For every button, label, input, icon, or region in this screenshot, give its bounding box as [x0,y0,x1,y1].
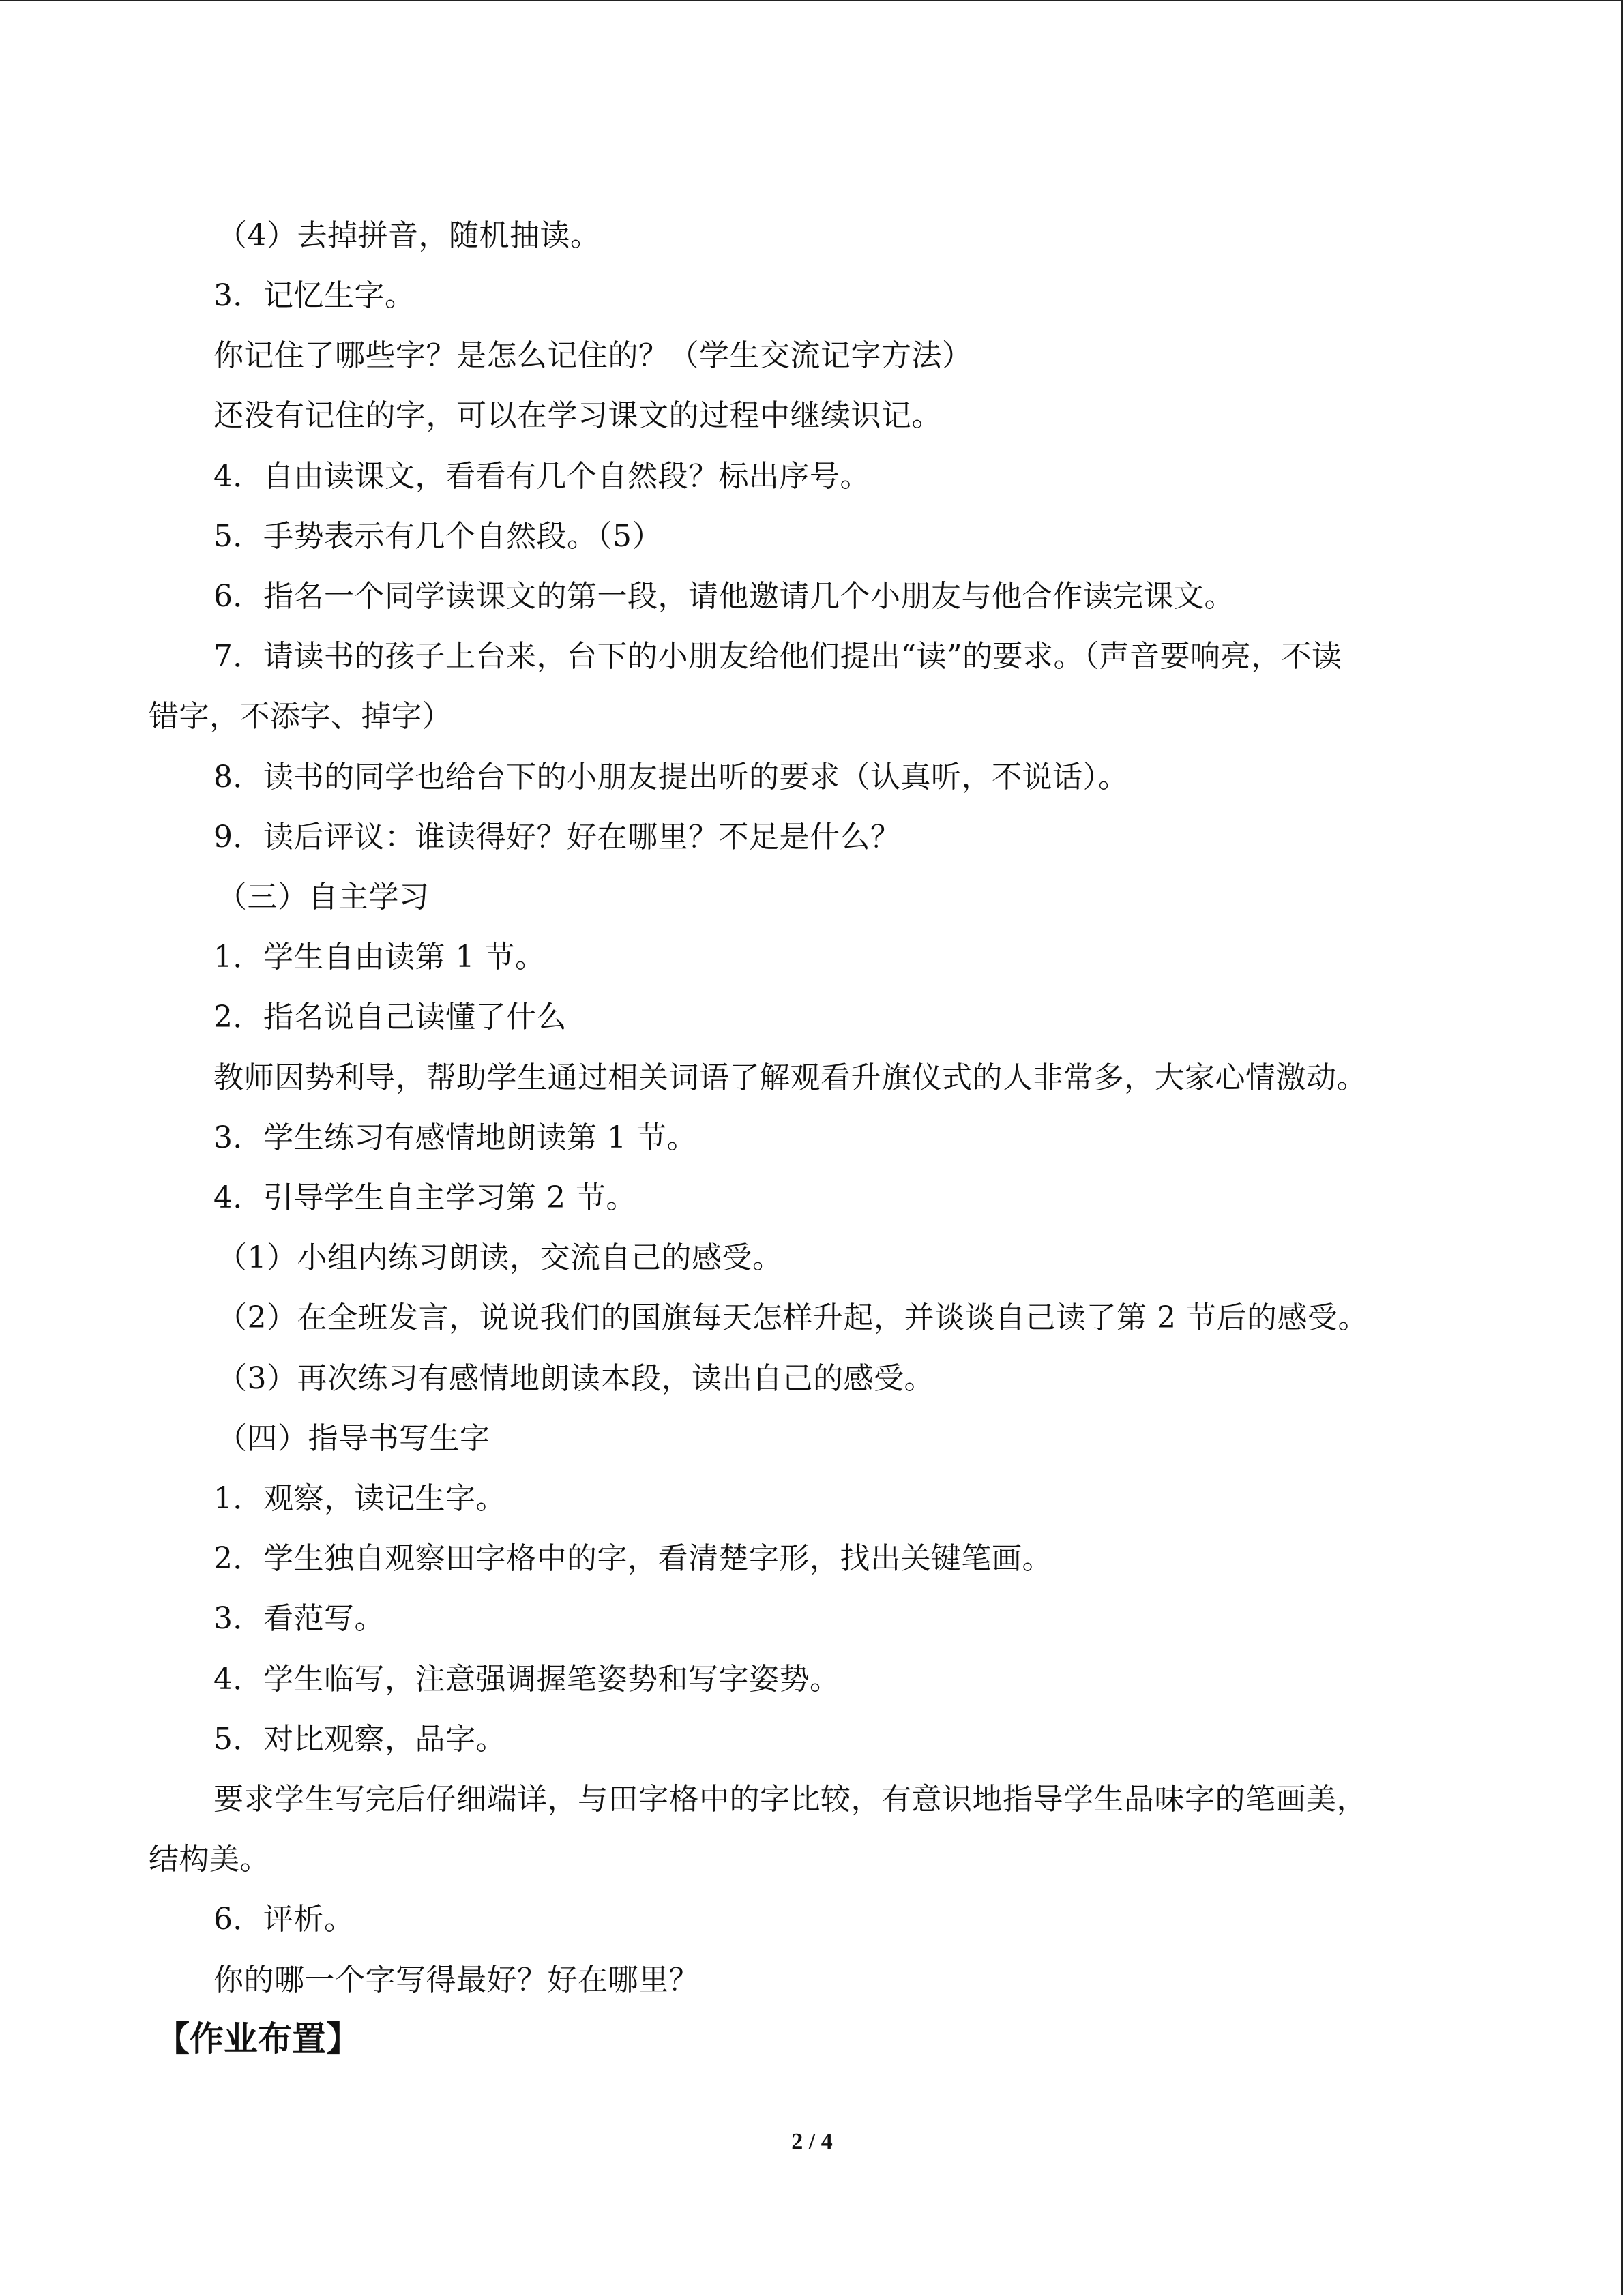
text-line: 3．记忆生字。 [213,278,415,313]
text-line: 3．学生练习有感情地朗读第 1 节。 [213,1120,697,1155]
text-line: 5．对比观察，品字。 [213,1722,506,1757]
text-line: 4．学生临写，注意强调握笔姿势和写字姿势。 [213,1662,840,1697]
text-line: 你的哪一个字写得最好？好在哪里？ [213,1963,699,1997]
text-line: 你记住了哪些字？是怎么记住的？（学生交流记字方法） [213,338,973,373]
subheading-line: （四）指导书写生字 [217,1421,490,1456]
text-line: 1．学生自由读第 1 节。 [213,940,546,974]
page-number: 2 / 4 [791,2129,833,2154]
text-line: 4．自由读课文，看看有几个自然段？标出序号。 [213,459,870,494]
text-line: 5．手势表示有几个自然段。（5） [213,519,662,554]
text-line: （4）去掉拼音，随机抽读。 [217,218,601,253]
text-line: 7．请读书的孩子上台来，台下的小朋友给他们提出“读”的要求。（声音要响亮，不读 [213,639,1342,674]
text-line: 2．指名说自己读懂了什么 [213,1000,567,1034]
text-line: 4．引导学生自主学习第 2 节。 [213,1180,636,1215]
text-line: 错字，不添字、掉字） [149,699,452,734]
text-line: 6．指名一个同学读课文的第一段，请他邀请几个小朋友与他合作读完课文。 [213,579,1235,614]
text-line: 要求学生写完后仔细端详，与田字格中的字比较，有意识地指导学生品味字的笔画美， [213,1782,1367,1817]
text-line: 3．看范写。 [213,1601,385,1636]
text-line: 教师因势利导，帮助学生通过相关词语了解观看升旗仪式的人非常多，大家心情激动。 [213,1060,1367,1095]
text-line: （2）在全班发言，说说我们的国旗每天怎样升起，并谈谈自己读了第 2 节后的感受。 [217,1300,1368,1335]
section-heading: 【作业布置】 [156,2019,360,2059]
text-line: 1．观察，读记生字。 [213,1481,506,1516]
text-line: （1）小组内练习朗读，交流自己的感受。 [217,1240,783,1275]
text-line: 还没有记住的字，可以在学习课文的过程中继续识记。 [213,398,942,433]
subheading-line: （三）自主学习 [217,880,430,914]
text-line: 6．评析。 [213,1902,355,1937]
text-line: 结构美。 [149,1842,270,1877]
text-line: 8．读书的同学也给台下的小朋友提出听的要求（认真听，不说话）。 [213,760,1129,794]
text-line: 2．学生独自观察田字格中的字，看清楚字形，找出关键笔画。 [213,1541,1052,1576]
text-line: 9．读后评议：谁读得好？好在哪里？不足是什么？ [213,820,901,854]
text-line: （3）再次练习有感情地朗读本段，读出自己的感受。 [217,1361,934,1396]
